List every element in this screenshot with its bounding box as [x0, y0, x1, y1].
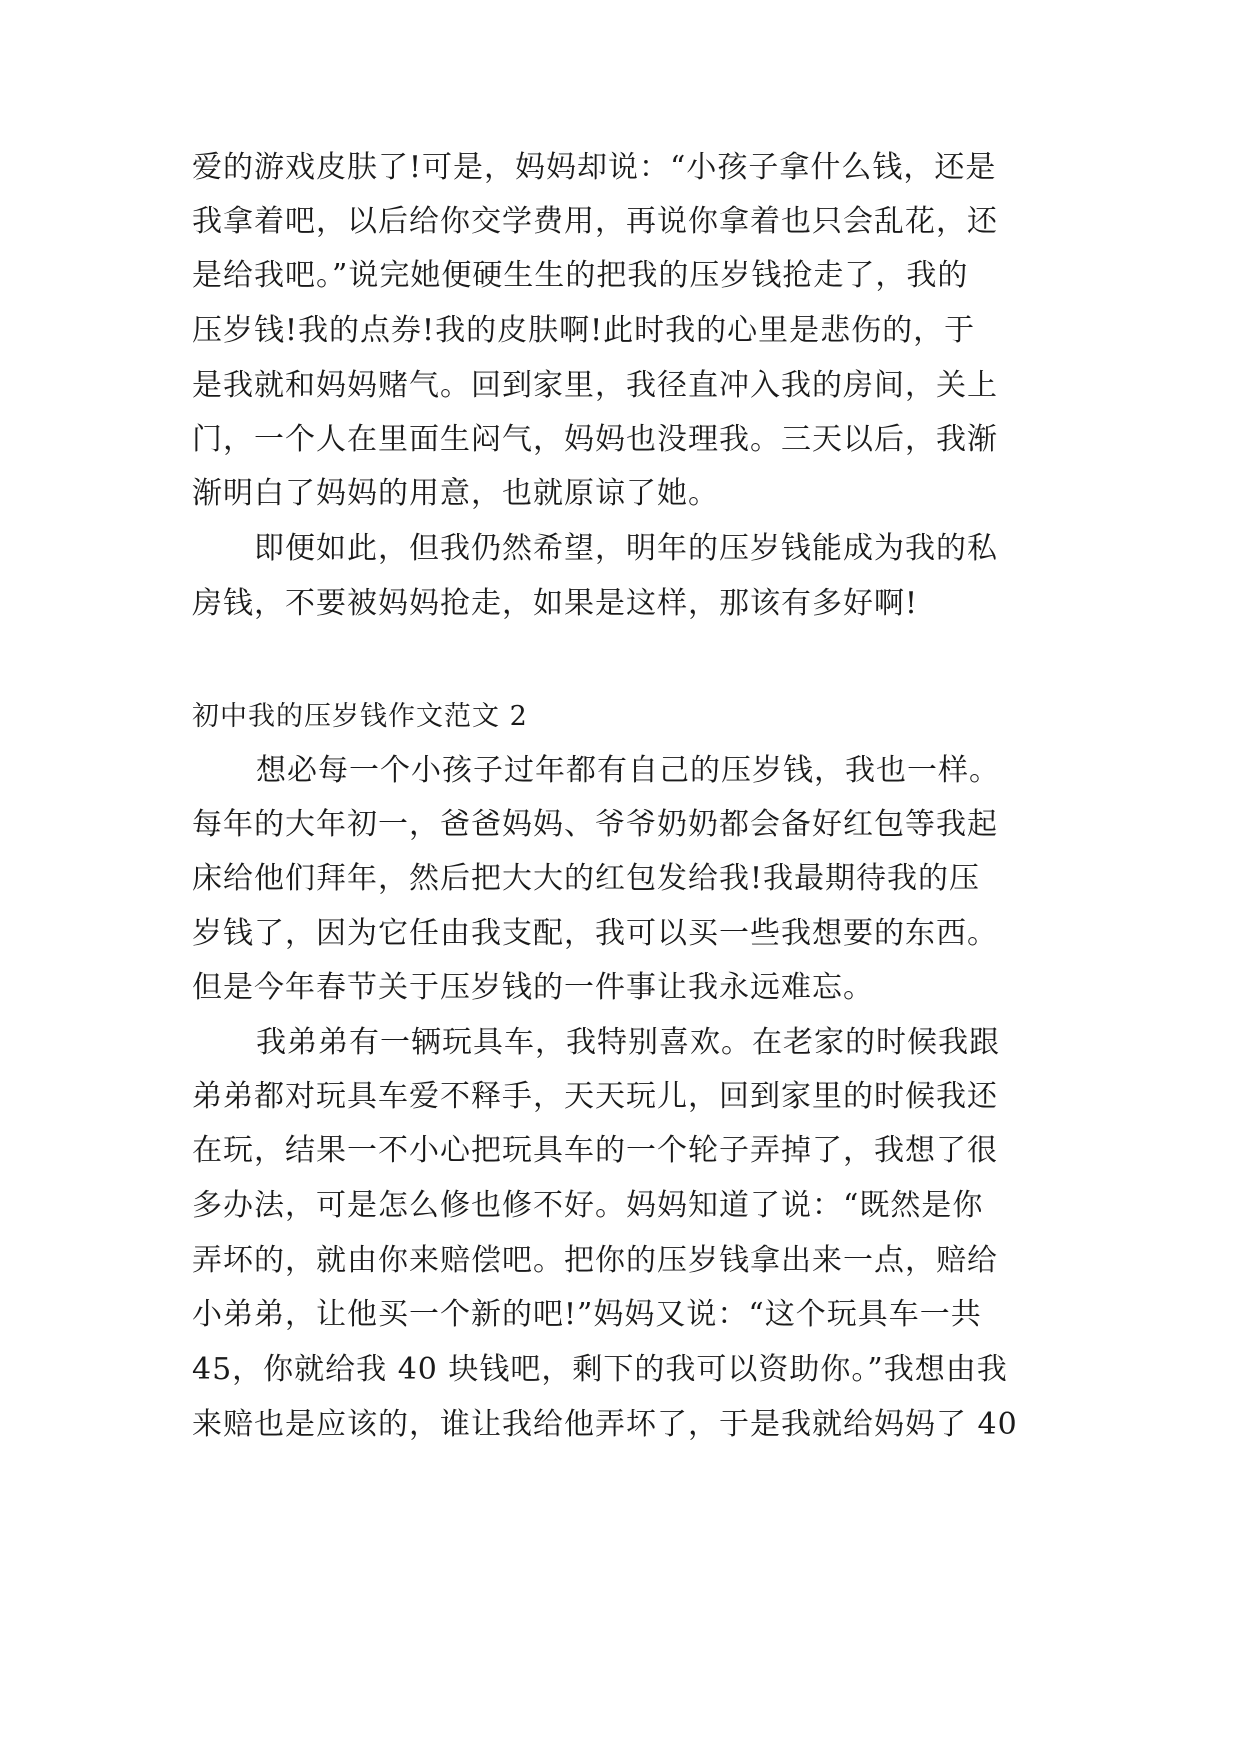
text-line: 多办法，可是怎么修也修不好。妈妈知道了说：“既然是你 [192, 1188, 984, 1223]
text-line: 弄坏的，就由你来赔偿吧。把你的压岁钱拿出来一点，赔给 [192, 1243, 998, 1278]
text-line: 渐明白了妈妈的用意，也就原谅了她。 [192, 476, 719, 511]
section-heading: 初中我的压岁钱作文范文 2 [192, 701, 528, 732]
text-line: 来赔也是应该的，谁让我给他弄坏了，于是我就给妈妈了 40 [192, 1407, 1018, 1442]
text-line: 45，你就给我 40 块钱吧，剩下的我可以资助你。”我想由我 [192, 1352, 1008, 1387]
text-line: 每年的大年初一，爸爸妈妈、爷爷奶奶都会备好红包等我起 [192, 807, 998, 842]
text-line: 但是今年春节关于压岁钱的一件事让我永远难忘。 [192, 970, 874, 1005]
text-line: 门，一个人在里面生闷气，妈妈也没理我。三天以后，我渐 [192, 422, 998, 457]
text-line: 我拿着吧，以后给你交学费用，再说你拿着也只会乱花，还 [192, 204, 998, 239]
text-line: 床给他们拜年，然后把大大的红包发给我!我最期待我的压 [192, 861, 981, 896]
text-line: 是我就和妈妈赌气。回到家里，我径直冲入我的房间，关上 [192, 368, 998, 403]
text-line: 小弟弟，让他买一个新的吧!”妈妈又说：“这个玩具车一共 [192, 1297, 982, 1332]
text-line: 我弟弟有一辆玩具车，我特别喜欢。在老家的时候我跟 [256, 1025, 1000, 1060]
text-line: 爱的游戏皮肤了!可是，妈妈却说：“小孩子拿什么钱，还是 [192, 150, 997, 185]
text-line: 压岁钱!我的点券!我的皮肤啊!此时我的心里是悲伤的，于 [192, 313, 976, 348]
text-line: 想必每一个小孩子过年都有自己的压岁钱，我也一样。 [256, 753, 1000, 788]
text-line: 岁钱了，因为它任由我支配，我可以买一些我想要的东西。 [192, 916, 998, 951]
text-line: 即便如此，但我仍然希望，明年的压岁钱能成为我的私 [254, 531, 998, 566]
text-line: 是给我吧。”说完她便硬生生的把我的压岁钱抢走了，我的 [192, 258, 969, 293]
text-line: 房钱，不要被妈妈抢走，如果是这样，那该有多好啊! [192, 586, 919, 621]
text-line: 在玩，结果一不小心把玩具车的一个轮子弄掉了，我想了很 [192, 1133, 998, 1168]
text-line: 弟弟都对玩具车爱不释手，天天玩儿，回到家里的时候我还 [192, 1079, 998, 1114]
